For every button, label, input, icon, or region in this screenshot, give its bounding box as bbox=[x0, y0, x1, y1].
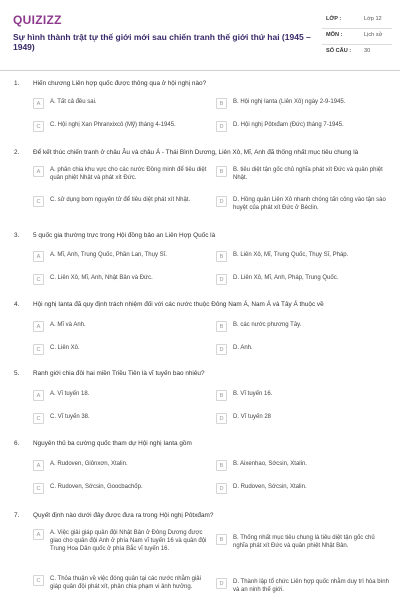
option-letter: C bbox=[33, 413, 44, 424]
option-text: D. Thành lập tổ chức Liên hợp quốc nhằm duy trì hòa bình và an ninh thế giới. bbox=[233, 579, 389, 593]
header-divider bbox=[0, 70, 400, 71]
quizizz-logo: QUIZIZZ bbox=[13, 13, 62, 27]
option-letter: D bbox=[216, 578, 227, 589]
option-text: D. Vĩ tuyến 28 bbox=[233, 414, 272, 420]
option-letter: A bbox=[33, 166, 44, 177]
meta-value: Lịch sử bbox=[364, 32, 383, 38]
meta-label: MÔN : bbox=[326, 32, 343, 38]
option-letter: C bbox=[33, 483, 44, 494]
option-text: C. Liên Xô. bbox=[50, 345, 80, 351]
option-letter: D bbox=[216, 274, 227, 285]
worksheet-title: Sự hình thành trật tự thế giới mới sau chiến tranh thế giới thứ hai (1945 – 1949) bbox=[13, 32, 311, 53]
option-letter: B bbox=[216, 166, 227, 177]
meta-label: SỐ CÂU : bbox=[326, 48, 352, 54]
option-text: D. Anh. bbox=[233, 345, 253, 351]
option-letter: C bbox=[33, 121, 44, 132]
worksheet-header bbox=[0, 0, 400, 68]
option-letter: D bbox=[216, 483, 227, 494]
question-text: Nguyên thủ ba cường quốc tham dự Hội nghị Ianta gồm bbox=[33, 440, 192, 447]
option-text: A. Mĩ và Anh. bbox=[50, 322, 86, 328]
question-text: Hiến chương Liên hợp quốc được thông qua ở hội nghị nào? bbox=[33, 80, 207, 87]
option-text: A. Rudoven, Giônxơn, Xtalin. bbox=[50, 461, 128, 467]
option-letter: A bbox=[33, 98, 44, 109]
option-text: D. Hồng quân Liên Xô nhanh chóng tấn công vào tận sào huyệt của phát xít Đức ở Béclin. bbox=[233, 197, 386, 211]
option-text: A. Tất cả đều sai. bbox=[50, 99, 97, 105]
meta-row-count bbox=[322, 45, 392, 61]
option-letter: D bbox=[216, 413, 227, 424]
option-letter: B bbox=[216, 98, 227, 109]
option-text: A. Việc giải giáp quân đội Nhật Bản ở Đông Dương được giao cho quân đội Anh ở phía Nam vĩ tuyến 16 và quân đội Trung Hoa Dân quốc ở phía Bắc vĩ tuyến 16. bbox=[50, 530, 207, 552]
option-text: B. Aixenhao, Sớcsin, Xtalin. bbox=[233, 461, 307, 467]
meta-label: LỚP : bbox=[326, 16, 342, 22]
option-letter: A bbox=[33, 390, 44, 401]
option-text: B. các nước phương Tây. bbox=[233, 322, 302, 328]
option-text: D. Rudoven, Sớcsin, Xtalin. bbox=[233, 484, 307, 490]
question-number: 6. bbox=[14, 440, 20, 447]
option-text: A. phân chia khu vực cho các nước Đồng minh để tiêu diệt quân phiệt Nhật và phát xít Đức. bbox=[50, 167, 207, 181]
option-text: D. Liên Xô, Mĩ, Anh, Pháp, Trung Quốc. bbox=[233, 275, 339, 281]
option-letter: A bbox=[33, 460, 44, 471]
option-letter: A bbox=[33, 251, 44, 262]
option-text: B. Vĩ tuyến 16. bbox=[233, 391, 273, 397]
option-letter: B bbox=[216, 251, 227, 262]
option-text: B. Hội nghị Ianta (Liên Xô) ngày 2-9-1945. bbox=[233, 99, 346, 105]
option-letter: D bbox=[216, 121, 227, 132]
option-text: C. Hội nghị Xan Phranxixcô (Mỹ) tháng 4-1945. bbox=[50, 122, 176, 128]
option-text: A. Vĩ tuyến 18. bbox=[50, 391, 90, 397]
question-number: 1. bbox=[14, 80, 20, 87]
option-text: C. Rudoven, Sớcsin, Goocbachốp. bbox=[50, 484, 143, 490]
option-letter: B bbox=[216, 534, 227, 545]
question-number: 7. bbox=[14, 512, 20, 519]
option-text: C. Thỏa thuận về việc đóng quân tại các nước nhằm giải giáp quân đội phát xít, phân chia phạm vi ảnh hưởng. bbox=[50, 576, 201, 590]
option-text: B. Thống nhất mục tiêu chung là tiêu diệt tận gốc chủ nghĩa phát xít Đức và quân phiệt Nhật Bản. bbox=[233, 535, 375, 549]
option-letter: D bbox=[216, 196, 227, 207]
option-letter: D bbox=[216, 344, 227, 355]
question-number: 3. bbox=[14, 232, 20, 239]
option-text: C. Liên Xô, Mĩ, Anh, Nhật Bản và Đức. bbox=[50, 275, 153, 281]
meta-box bbox=[322, 13, 392, 61]
question-text: Ranh giới chia đôi hai miền Triều Tiên là vĩ tuyến bao nhiêu? bbox=[33, 370, 205, 377]
option-letter: C bbox=[33, 575, 44, 586]
question-text: Quyết định nào dưới đây được đưa ra trong Hội nghị Pôtxđam? bbox=[33, 512, 214, 519]
question-number: 4. bbox=[14, 301, 20, 308]
option-letter: A bbox=[33, 321, 44, 332]
option-letter: A bbox=[33, 529, 44, 540]
question-text: 5 quốc gia thường trực trong Hội đồng bảo an Liên Hợp Quốc là bbox=[33, 232, 216, 239]
option-text: C. Vĩ tuyến 38. bbox=[50, 414, 90, 420]
option-text: D. Hội nghị Pôtxđam (Đức) tháng 7-1945. bbox=[233, 122, 344, 128]
question-number: 2. bbox=[14, 149, 20, 156]
meta-row-subject bbox=[322, 29, 392, 45]
question-text: Hội nghị Ianta đã quy định trách nhiệm đối với các nước thuộc Đông Nam Á, Nam Á và Tây Á thuộc về bbox=[33, 301, 324, 308]
option-letter: C bbox=[33, 196, 44, 207]
option-letter: C bbox=[33, 344, 44, 355]
option-letter: B bbox=[216, 460, 227, 471]
meta-value: Lớp 12 bbox=[364, 16, 382, 22]
question-number: 5. bbox=[14, 370, 20, 377]
meta-row-class bbox=[322, 13, 392, 29]
option-letter: B bbox=[216, 321, 227, 332]
option-letter: B bbox=[216, 390, 227, 401]
option-text: A. Mĩ, Anh, Trung Quốc, Phần Lan, Thụy Sĩ. bbox=[50, 252, 167, 258]
meta-value: 30 bbox=[364, 48, 371, 54]
option-text: B. tiêu diệt tận gốc chủ nghĩa phát xít Đức và quân phiệt Nhật. bbox=[233, 167, 383, 181]
option-letter: C bbox=[33, 274, 44, 285]
option-text: C. sử dụng bom nguyên tử để tiêu diệt phát xít Nhật. bbox=[50, 197, 191, 203]
option-text: B. Liên Xô, Mĩ, Trung Quốc, Thụy Sĩ, Pháp. bbox=[233, 252, 349, 258]
question-text: Để kết thúc chiến tranh ở châu Âu và châu Á - Thái Bình Dương, Liên Xô, Mĩ, Anh đã thống nhất mục tiêu chung là bbox=[33, 149, 359, 156]
